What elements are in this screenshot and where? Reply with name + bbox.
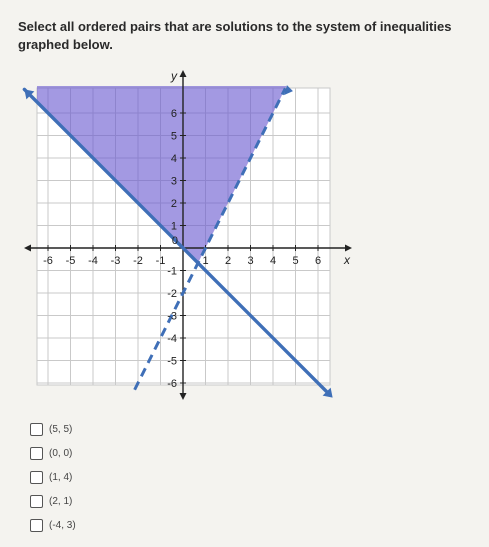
answer-choice-label: (5, 5) xyxy=(49,423,73,435)
y-tick-label: 4 xyxy=(170,153,177,165)
x-tick-label: 5 xyxy=(292,255,299,267)
y-tick-label: 1 xyxy=(170,220,177,233)
y-axis-up-arrow xyxy=(180,70,187,77)
answer-choice-label: (1, 4) xyxy=(49,471,73,483)
x-axis-right-arrow xyxy=(345,245,352,252)
question-text: Select all ordered pairs that are solutions to the system of inequalities graphed below. xyxy=(18,19,452,52)
y-tick-label: -2 xyxy=(167,288,177,300)
y-tick-label: -1 xyxy=(167,265,177,278)
x-tick-label: 2 xyxy=(224,255,232,267)
y-tick-label: 5 xyxy=(170,130,177,143)
answer-choice[interactable] xyxy=(30,441,230,465)
y-tick-label: 6 xyxy=(170,108,177,120)
answer-choice[interactable] xyxy=(30,417,230,441)
answer-choice-label: (2, 1) xyxy=(49,495,73,507)
x-tick-label: 3 xyxy=(247,255,254,267)
y-tick-label: 3 xyxy=(170,175,177,188)
answer-choice-label: (0, 0) xyxy=(49,447,73,459)
x-tick-label: -5 xyxy=(65,255,76,267)
x-axis-left-arrow xyxy=(24,245,31,252)
x-tick-label: -2 xyxy=(133,255,143,267)
y-axis-down-arrow xyxy=(180,393,187,400)
checkbox[interactable] xyxy=(30,495,43,508)
graph-canvas xyxy=(0,60,489,410)
y-tick-label: -6 xyxy=(167,378,177,390)
x-tick-label: 6 xyxy=(314,255,322,267)
checkbox[interactable] xyxy=(30,423,43,436)
x-axis-label: x xyxy=(344,253,350,267)
x-tick-label: 1 xyxy=(202,255,209,267)
x-tick-label: -4 xyxy=(88,255,98,267)
y-tick-label: 2 xyxy=(170,198,177,210)
checkbox[interactable] xyxy=(30,447,43,460)
checkbox[interactable] xyxy=(30,519,43,532)
answer-choice-label: (-4, 3) xyxy=(49,519,76,531)
checkbox[interactable] xyxy=(30,471,43,484)
y-tick-label: -4 xyxy=(167,333,177,345)
x-tick-label: 4 xyxy=(269,255,277,267)
inequality-graph xyxy=(0,60,489,410)
y-axis-label: y xyxy=(171,69,177,83)
x-tick-label: -3 xyxy=(110,255,121,267)
origin-label: 0 xyxy=(171,235,178,247)
answer-choice[interactable] xyxy=(30,489,230,513)
answer-choice[interactable] xyxy=(30,465,230,489)
y-tick-label: -5 xyxy=(167,355,177,368)
x-tick-label: -6 xyxy=(43,255,53,267)
y-tick-label: -3 xyxy=(167,310,177,323)
x-tick-label: -1 xyxy=(155,255,166,267)
answer-choices xyxy=(30,417,230,537)
answer-choice[interactable] xyxy=(30,513,230,537)
